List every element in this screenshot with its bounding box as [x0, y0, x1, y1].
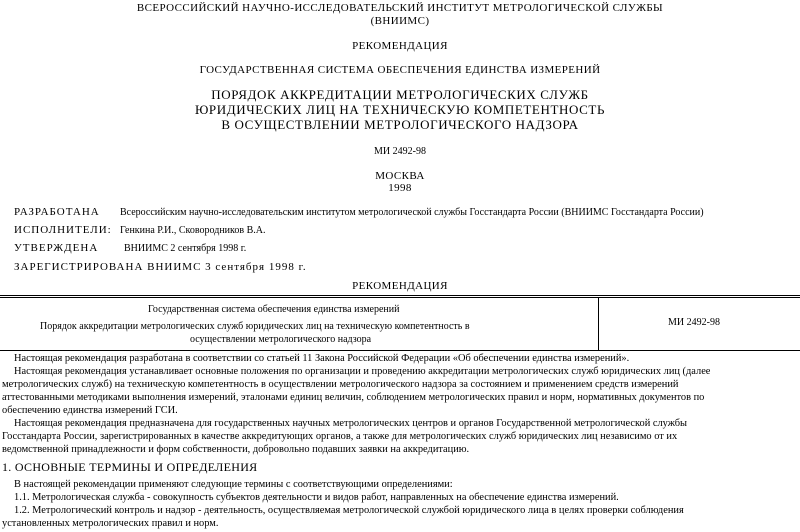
table-bottom-rule [0, 350, 800, 351]
terms-line: 1.2. Метрологический контроль и надзор - деятельность, осуществляемая метрологической службой юридического лица в целях проверки соблюдения [14, 505, 684, 516]
approved-value: ВНИИМС 2 сентября 1998 г. [124, 243, 247, 254]
table-top-rule-inner [0, 297, 800, 298]
body-paragraph-line: Настоящая рекомендация предназначена для государственных научных метрологических центров и органов Государственной метрологической службы [14, 418, 688, 429]
body-paragraph-line: метрологических служб) на техническую компетентность в осуществлении метрологического надзора за состоянием и применением средств измерений [2, 379, 679, 390]
table-top-rule [0, 295, 800, 296]
terms-line: В настоящей рекомендации применяют следующие термины с соответствующими определениями: [14, 479, 453, 490]
year: 1998 [388, 182, 412, 194]
terms-line: 1.1. Метрологическая служба - совокупность субъектов деятельности и видов работ, направленных на обеспечение единства измерений. [14, 492, 619, 503]
recommendation-heading: РЕКОМЕНДАЦИЯ [352, 280, 448, 292]
system-title: ГОСУДАРСТВЕННАЯ СИСТЕМА ОБЕСПЕЧЕНИЯ ЕДИНСТВА ИЗМЕРЕНИЙ [199, 64, 601, 76]
developed-value: Всероссийским научно-исследовательским институтом метрологической службы Госстандарта России (ВНИИМС Госстандарта России) [120, 207, 704, 218]
table-title-line1: Порядок аккредитации метрологических служб юридических лиц на техническую компетентность в [40, 321, 470, 332]
institute-name-line2: (ВНИИМС) [370, 15, 430, 27]
institute-name-line1: ВСЕРОССИЙСКИЙ НАУЧНО-ИССЛЕДОВАТЕЛЬСКИЙ ИНСТИТУТ МЕТРОЛОГИЧЕСКОЙ СЛУЖБЫ [136, 2, 664, 14]
city: МОСКВА [375, 170, 425, 182]
document-code: МИ 2492-98 [374, 146, 426, 157]
body-paragraph-line: Настоящая рекомендация устанавливает основные положения по организации и проведению аккредитации метрологических служб юридических лиц (далее [14, 366, 711, 377]
terms-line: установленных метрологических правил и норм. [2, 518, 219, 529]
table-divider [598, 297, 599, 350]
body-paragraph-line: ведомственной принадлежности и форм собственности, добровольно подавших заявки на аккредитацию. [2, 444, 470, 455]
document-title-line2: ЮРИДИЧЕСКИХ ЛИЦ НА ТЕХНИЧЕСКУЮ КОМПЕТЕНТНОСТЬ [194, 102, 606, 117]
recommendation-label: РЕКОМЕНДАЦИЯ [352, 40, 448, 52]
body-paragraph-line: Госстандарта России, зарегистрированных в качестве аккредитующих органов, а также для метрологических служб юридических лиц независимо от их [2, 431, 678, 442]
body-paragraph-line: аттестованными методиками выполнения измерений, эталонами единиц величин, соблюдением метрологических правил и норм, нормативных документов по [2, 392, 705, 403]
table-doc-code: МИ 2492-98 [668, 317, 720, 328]
body-paragraph-line: Настоящая рекомендация разработана в соответствии со статьей 11 Закона Российской Федерации «Об обеспечении единства измерений». [14, 353, 630, 364]
executors-value: Генкина Р.И., Сковородников В.А. [120, 225, 266, 236]
document-title-line3: В ОСУЩЕСТВЛЕНИИ МЕТРОЛОГИЧЕСКОГО НАДЗОРА [221, 117, 579, 132]
body-paragraph-line: обеспечению единства измерений ГСИ. [2, 405, 178, 416]
section-heading: 1. ОСНОВНЫЕ ТЕРМИНЫ И ОПРЕДЕЛЕНИЯ [2, 460, 258, 474]
approved-label: УТВЕРЖДЕНА [14, 242, 99, 254]
document-title-line1: ПОРЯДОК АККРЕДИТАЦИИ МЕТРОЛОГИЧЕСКИХ СЛУЖБ [211, 87, 589, 102]
table-title-line2: осуществлении метрологического надзора [190, 334, 372, 345]
developed-label: РАЗРАБОТАНА [14, 206, 100, 218]
table-system-line: Государственная система обеспечения единства измерений [148, 304, 400, 315]
executors-label: ИСПОЛНИТЕЛИ: [14, 224, 112, 236]
registered-line: ЗАРЕГИСТРИРОВАНА ВНИИМС 3 сентября 1998 г. [14, 261, 307, 273]
